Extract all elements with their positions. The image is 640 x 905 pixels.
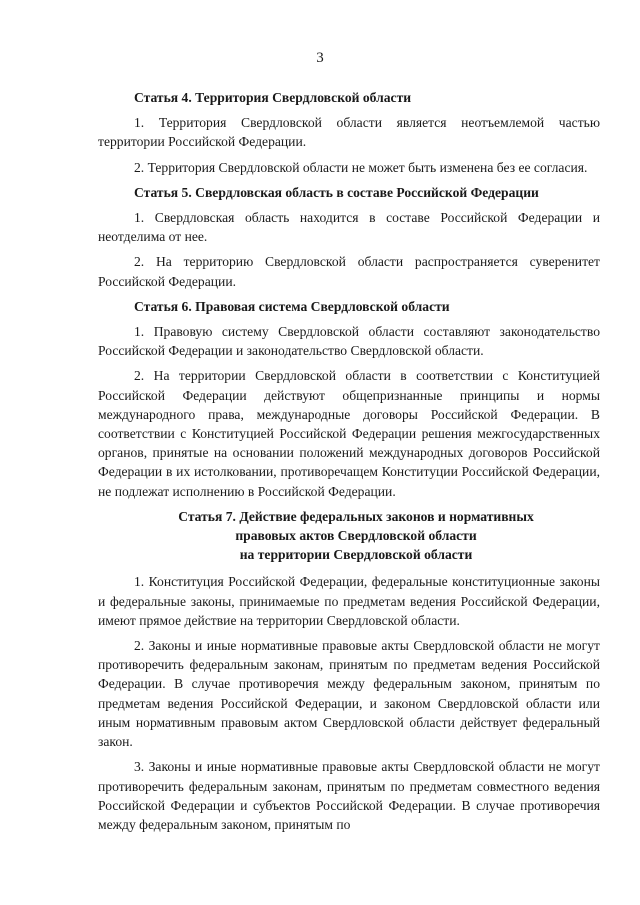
article-paragraph: 1. Конституция Российской Федерации, федеральные конституционные законы и федеральные законы, принимаемые по предметам ведения Российской Федерации, имеют прямое действие на территории Свердловской области. (98, 574, 600, 628)
article-paragraph: 2. Законы и иные нормативные правовые акты Свердловской области не могут противоречить федеральным законам, принятым по предметам ведения Российской Федерации. В случае противоречия между федеральным законом, принятым по предметам ведения Российской Федерации, и законом Свердловской области или иным нормативным правовым актом Свердловской области действует федеральный закон. (98, 638, 600, 750)
document-body (98, 88, 600, 840)
article-7 (98, 507, 600, 834)
article-6 (98, 297, 600, 501)
article-paragraph: 2. На территорию Свердловской области распространяется суверенитет Российской Федерации. (98, 254, 600, 289)
article-heading (98, 507, 600, 565)
article-heading: Статья 5. Свердловская область в составе Российской Федерации (134, 184, 539, 200)
page-number: 3 (316, 50, 324, 66)
article-paragraph: 1. Правовую систему Свердловской области составляют законодательство Российской Федерации и законодательство Свердловской области. (98, 324, 600, 359)
article-paragraph: 2. Территория Свердловской области не может быть изменена без ее согласия. (134, 159, 588, 175)
article-5 (98, 183, 600, 291)
article-paragraph: 2. На территории Свердловской области в соответствии с Конституцией Российской Федерации действуют общепризнанные принципы и нормы международного права, международные договоры Российской Федерации. В соответствии с Конституцией Российской Федерации решения межгосударственных органов, принятые на основании положений международных договоров Российской Федерации в их истолковании, противоречащем Конституции Российской Федерации, не подлежат исполнению в Российской Федерации. (98, 368, 600, 499)
article-4 (98, 88, 600, 177)
article-heading-line: на территории Свердловской области (239, 547, 473, 563)
article-heading-line: правовых актов Свердловской области (235, 528, 477, 544)
article-paragraph: 3. Законы и иные нормативные правовые акты Свердловской области не могут противоречить федеральным законам, принятым по предметам совместного ведения Российской Федерации и субъектов Российской Федерации. В случае противоречия между федеральным законом, принятым по (98, 759, 600, 832)
article-paragraph: 1. Свердловская область находится в составе Российской Федерации и неотделима от нее. (98, 210, 600, 245)
article-paragraph: 1. Территория Свердловской области является неотъемлемой частью территории Российской Федерации. (98, 115, 600, 150)
article-heading: Статья 6. Правовая система Свердловской области (134, 298, 450, 314)
article-heading: Статья 4. Территория Свердловской области (134, 90, 412, 105)
article-heading-line: Статья 7. Действие федеральных законов и нормативных (178, 508, 534, 524)
